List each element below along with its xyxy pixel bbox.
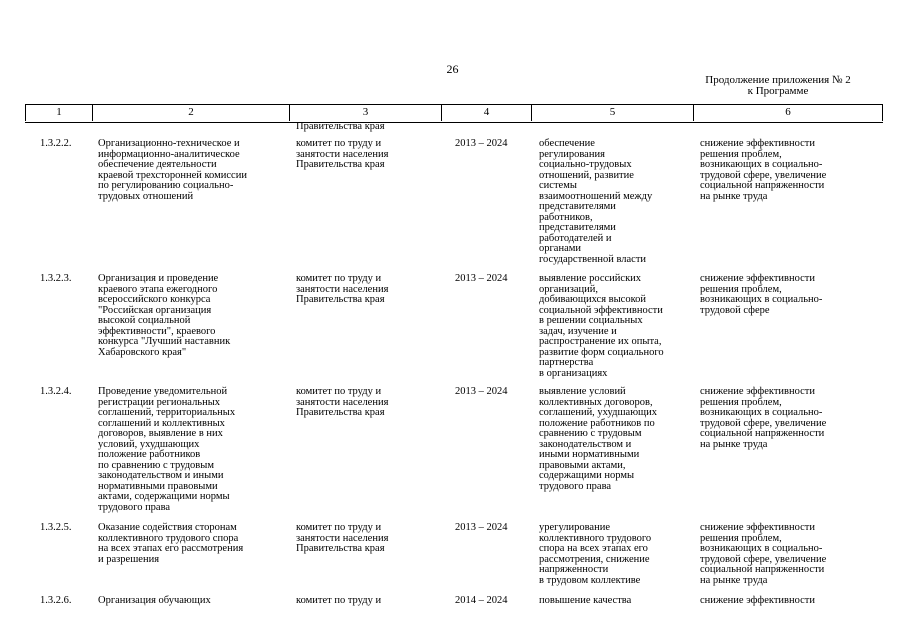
- row-name: Проведение уведомительной регистрации региональных соглашений, территориальных соглашений и коллективных договоров, выявление в них условий, ухудшающих положение работников по сравнению с трудовым законодательством и иными нормативными правовыми актами, содержащими нормы трудового права: [98, 386, 236, 513]
- row-name: Организация и проведение краевого этапа ежегодного всероссийского конкурса "Российская организация высокой социальной эффективности", краевого конкурса "Лучший наставник Хабаровского края": [98, 273, 231, 358]
- header-col-6: 6: [693, 104, 883, 121]
- row-executor: комитет по труду и занятости населения Правительства края: [296, 522, 389, 554]
- row-years: 2013 – 2024: [455, 273, 508, 284]
- row-effect: снижение эффективности решения проблем, возникающих в социально- трудовой сфере, увеличение социальной напряженности на рынке труда: [700, 138, 827, 202]
- row-executor: комитет по труду и занятости населения Правительства края: [296, 273, 389, 305]
- row-years: 2013 – 2024: [455, 522, 508, 533]
- appendix-continuation: Продолжение приложения № 2 к Программе: [705, 74, 851, 97]
- row-number: 1.3.2.5.: [40, 522, 72, 533]
- row-result: урегулирование коллективного трудового спора на всех этапах его рассмотрения, снижение напряженности в трудовом коллективе: [539, 522, 652, 586]
- row-years: 2014 – 2024: [455, 595, 508, 606]
- row-number: 1.3.2.2.: [40, 138, 72, 149]
- row-executor: комитет по труду и занятости населения Правительства края: [296, 138, 389, 170]
- row-name: Организационно-техническое и информационно-аналитическое обеспечение деятельности краевой трехсторонней комиссии по регулированию социально- трудовых отношений: [98, 138, 247, 202]
- row-years: 2013 – 2024: [455, 386, 508, 397]
- row-number: 1.3.2.4.: [40, 386, 72, 397]
- row-years: 2013 – 2024: [455, 138, 508, 149]
- header-col-3: 3: [289, 104, 441, 121]
- carry-over-text: Правительства края: [296, 121, 385, 132]
- row-name: Оказание содействия сторонам коллективного трудового спора на всех этапах его рассмотрения и разрешения: [98, 522, 244, 565]
- row-executor: комитет по труду и: [296, 595, 382, 606]
- row-executor: комитет по труду и занятости населения Правительства края: [296, 386, 389, 418]
- row-result: выявление условий коллективных договоров, соглашений, ухудшающих положение работников по сравнению с трудовым законодательством и иными нормативными правовыми актами, содержащими нормы трудового права: [539, 386, 658, 492]
- row-name: Организация обучающих: [98, 595, 211, 606]
- row-result: повышение качества: [539, 595, 632, 606]
- header-col-4: 4: [441, 104, 531, 121]
- row-effect: снижение эффективности: [700, 595, 815, 606]
- row-result: выявление российских организаций, добивающихся высокой социальной эффективности в решении социальных задач, изучение и распространение их опыта, развитие форм социального партнерства в организациях: [539, 273, 664, 379]
- row-result: обеспечение регулирования социально-трудовых отношений, развитие системы взаимоотношений между представителями работников, представителями работодателей и органами государственной власти: [539, 138, 653, 265]
- header-col-1: 1: [25, 104, 92, 121]
- header-col-5: 5: [531, 104, 693, 121]
- row-effect: снижение эффективности решения проблем, возникающих в социально- трудовой сфере, увеличение социальной напряженности на рынке труда: [700, 386, 827, 450]
- row-effect: снижение эффективности решения проблем, возникающих в социально- трудовой сфере, увеличение социальной напряженности на рынке труда: [700, 522, 827, 586]
- row-number: 1.3.2.6.: [40, 595, 72, 606]
- page-number: 26: [446, 62, 459, 76]
- header-col-2: 2: [92, 104, 289, 121]
- row-number: 1.3.2.3.: [40, 273, 72, 284]
- row-effect: снижение эффективности решения проблем, возникающих в социально- трудовой сфере: [700, 273, 823, 316]
